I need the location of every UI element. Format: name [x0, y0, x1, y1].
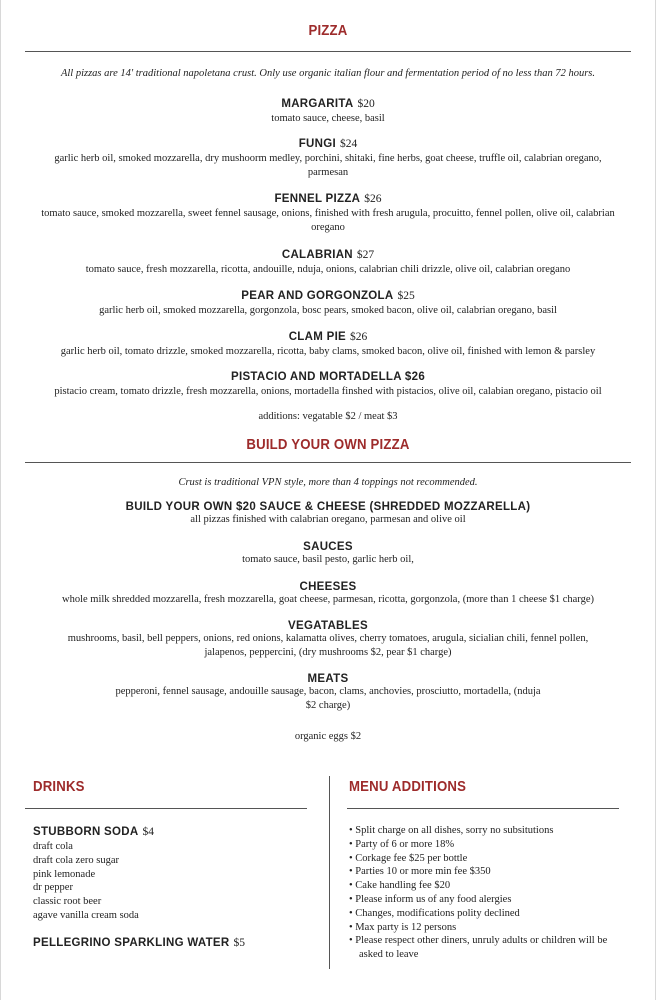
pizza-item: [1, 245, 655, 277]
pizza-item-price: $26: [350, 331, 368, 343]
pizza-item-desc: garlic herb oil, smoked mozzarella, dry mushoorm medley, porchini, shitaki, fine herbs, goat cheese, truffle oil, calabrian oregano, parmesan: [54, 153, 602, 178]
pizza-item-desc: tomato sauce, smoked mozzarella, sweet fennel sausage, onions, finished with fresh arugula, procuitto, fennel pollen, olive oil, calabrian oregano: [41, 208, 615, 233]
pizza-intro: All pizzas are 14' traditional napoletana crust. Only use organic italian flour and fermentation period of no less than 72 hours.: [60, 68, 596, 79]
byo-divider: [25, 462, 631, 463]
drinks-column: [33, 778, 308, 949]
pizza-item-price: $24: [340, 138, 358, 150]
pizza-item: [1, 94, 655, 126]
byo-section-desc: whole milk shredded mozzarella, fresh mozzarella, goat cheese, parmesan, ricotta, gorgonzola, (more than 1 cheese $1 charge): [62, 594, 594, 605]
addition-item: • Max party is 12 persons: [349, 921, 457, 933]
addition-item: • Corkage fee $25 per bottle: [349, 852, 468, 864]
addition-item: • Parties 10 or more min fee $350: [349, 866, 491, 878]
addition-item: • Please respect other diners, unruly adults or children will be asked to leave: [349, 935, 608, 961]
soda-item: classic root beer: [33, 896, 102, 908]
soda-title: STUBBORN SODA: [33, 826, 139, 838]
byo-section-desc: tomato sauce, basil pesto, garlic herb oil,: [242, 554, 414, 565]
byo-section: [1, 620, 655, 659]
pizza-item-name: PISTACIO AND MORTADELLA $26: [230, 371, 426, 383]
drinks-divider: [25, 808, 307, 809]
water-price: $5: [233, 936, 245, 949]
pizza-item-desc: garlic herb oil, tomato drizzle, smoked mozzarella, ricotta, baby clams, smoked bacon, olive oil, finished with lemon & parsley: [60, 346, 596, 357]
byo-section: [1, 541, 655, 567]
drinks-heading: DRINKS: [33, 778, 85, 795]
byo-base-title: BUILD YOUR OWN $20 SAUCE & CHEESE (SHREDDED MOZZARELLA): [125, 501, 531, 513]
pizza-item: [1, 367, 655, 399]
byo-section: [1, 581, 655, 607]
addition-item: • Party of 6 or more 18%: [349, 838, 455, 850]
menu-additions-column: [349, 778, 624, 961]
pizza-additions-note: additions: vegatable $2 / meat $3: [258, 411, 398, 422]
byo-base: [1, 501, 655, 527]
menu-page: [1, 0, 655, 1000]
pizza-item-desc: garlic herb oil, smoked mozzarella, gorgonzola, bosc pears, smoked bacon, olive oil, calabrian oregano, basil: [99, 305, 557, 316]
byo-section-title: SAUCES: [303, 541, 353, 553]
byo-section-desc: pepperoni, fennel sausage, andouille sausage, bacon, clams, anchovies, prosciutto, mortadella, (nduja $2 charge): [115, 686, 541, 711]
pizza-heading: PIZZA: [308, 22, 348, 39]
pizza-item-desc: tomato sauce, cheese, basil: [271, 113, 385, 124]
soda-item: agave vanilla cream soda: [33, 909, 139, 921]
byo-base-desc: all pizzas finished with calabrian oregano, parmesan and olive oil: [190, 514, 466, 525]
pizza-item-name: CALABRIAN: [281, 249, 353, 261]
pizza-item-price: $27: [356, 249, 375, 261]
pizza-item-price: $26: [364, 193, 382, 205]
water-title: PELLEGRINO SPARKLING WATER: [33, 936, 230, 949]
byo-section-title: MEATS: [307, 673, 349, 685]
byo-heading: BUILD YOUR OWN PIZZA: [246, 436, 410, 453]
pizza-item-name: FENNEL PIZZA: [274, 193, 361, 205]
pizza-item: [1, 327, 655, 359]
soda-price: $4: [142, 826, 154, 838]
menu-additions-divider: [347, 808, 619, 809]
byo-section: [1, 673, 655, 712]
byo-section-title: CHEESES: [299, 581, 357, 593]
pizza-item: [1, 134, 655, 179]
pizza-item: [1, 286, 655, 318]
pizza-item-price: $25: [397, 290, 415, 302]
byo-section-title: VEGATABLES: [288, 620, 368, 632]
addition-item: • Cake handling fee $20: [349, 880, 451, 892]
soda-item: draft cola zero sugar: [33, 854, 119, 866]
pizza-item-desc: pistacio cream, tomato drizzle, fresh mozzarella, onions, mortadella finshed with pistacios, olive oil, calabian oregano, pistacio oil: [54, 386, 602, 397]
byo-eggs-note: organic eggs $2: [294, 731, 362, 742]
pizza-item-name: PEAR AND GORGONZOLA: [241, 290, 394, 302]
pizza-item-price: $20: [357, 98, 375, 110]
pizza-item-name: CLAM PIE: [288, 331, 347, 343]
soda-item: draft cola: [33, 841, 73, 852]
soda-item: pink lemonade: [33, 868, 96, 880]
pizza-item-desc: tomato sauce, fresh mozzarella, ricotta, andouille, nduja, onions, calabrian chili drizzle, olive oil, calabrian oregano: [85, 264, 571, 275]
pizza-divider: [25, 51, 631, 52]
addition-item: • Please inform us of any food alergies: [349, 893, 512, 905]
column-divider: [329, 776, 330, 969]
byo-section-desc: mushrooms, basil, bell peppers, onions, red onions, kalamatta olives, cherry tomatoes, arugula, sicialian chili, fennel pollen, jalapenos, peppercini, (dry mushrooms $2, pear $1 charge): [67, 633, 589, 658]
addition-item: • Split charge on all dishes, sorry no subsitutions: [349, 825, 554, 836]
soda-item: dr pepper: [33, 882, 73, 894]
pizza-item: [1, 189, 655, 234]
pizza-item-name: MARGARITA: [281, 98, 354, 110]
menu-additions-heading: MENU ADDITIONS: [349, 778, 467, 795]
pizza-item-name: FUNGI: [298, 138, 337, 150]
addition-item: • Changes, modifications polity declined: [349, 907, 520, 919]
byo-intro: Crust is traditional VPN style, more than 4 toppings not recommended.: [178, 477, 478, 488]
